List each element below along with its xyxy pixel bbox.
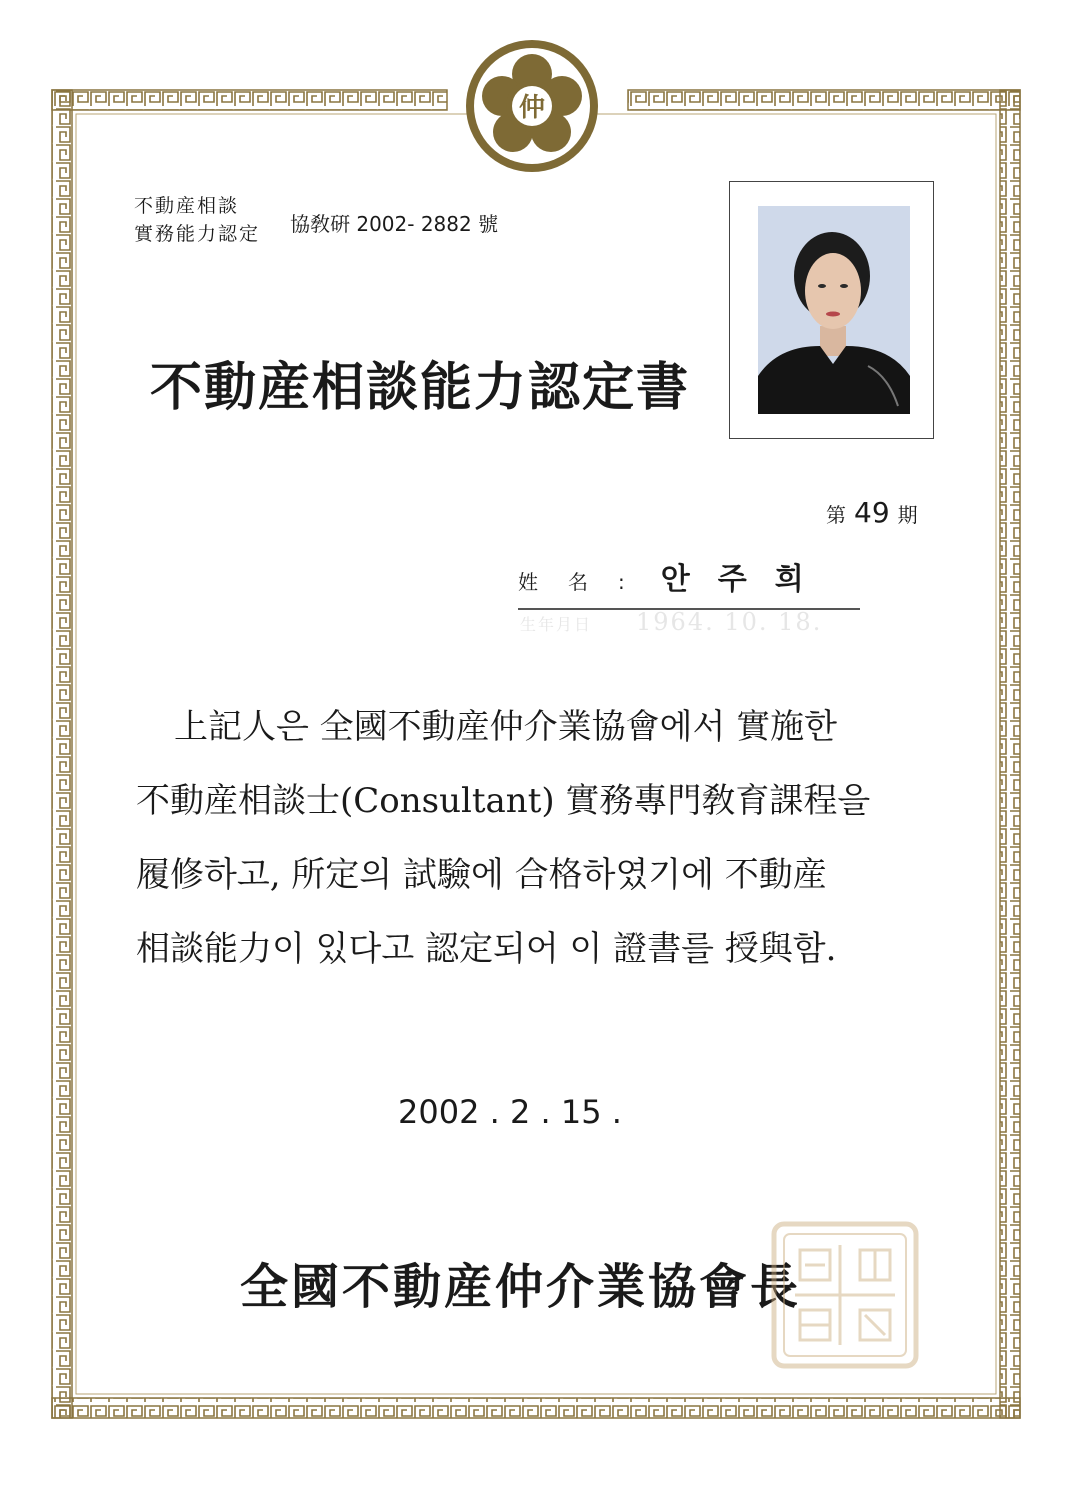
birth-label: 生年月日 xyxy=(520,615,593,634)
certificate-body xyxy=(136,690,926,986)
photo-frame xyxy=(729,181,934,439)
body-line-3: 履修하고, 所定의 試驗에 合格하였기에 不動産 xyxy=(136,855,827,895)
period-prefix: 第 xyxy=(826,503,846,527)
certificate-title: 不動産相談能力認定書 xyxy=(150,357,691,418)
name-value: 안주희 xyxy=(660,562,832,597)
category-line-2: 實務能力認定 xyxy=(134,223,261,245)
category-line-1: 不動産相談 xyxy=(134,195,240,217)
birth-value: 1964. 10. 18. xyxy=(636,608,823,636)
plum-blossom-emblem-icon xyxy=(462,36,602,176)
period-suffix: 期 xyxy=(897,503,918,527)
id-photo xyxy=(758,206,910,414)
body-line-4: 相談能力이 있다고 認定되어 이 證書를 授與함. xyxy=(136,929,837,969)
body-line-2: 不動産相談士(Consultant) 實務專門敎育課程을 xyxy=(136,781,871,821)
period xyxy=(826,496,918,529)
official-seal-stamp-icon xyxy=(770,1220,920,1370)
body-line-1: 上記人은 全國不動産仲介業協會에서 實施한 xyxy=(174,707,837,747)
birth-row xyxy=(520,608,822,636)
name-row xyxy=(518,554,860,610)
name-label: 姓名: xyxy=(518,570,655,594)
issue-date: 2002 . 2 . 15 . xyxy=(398,1093,622,1131)
certificate-number: 協敎硏 2002- 2882 號 xyxy=(290,212,499,236)
certificate-category xyxy=(134,192,260,248)
emblem-character: 仲 xyxy=(518,93,546,123)
issuer-name: 全國不動産仲介業協會長 xyxy=(240,1259,802,1315)
period-number: 49 xyxy=(854,496,890,529)
